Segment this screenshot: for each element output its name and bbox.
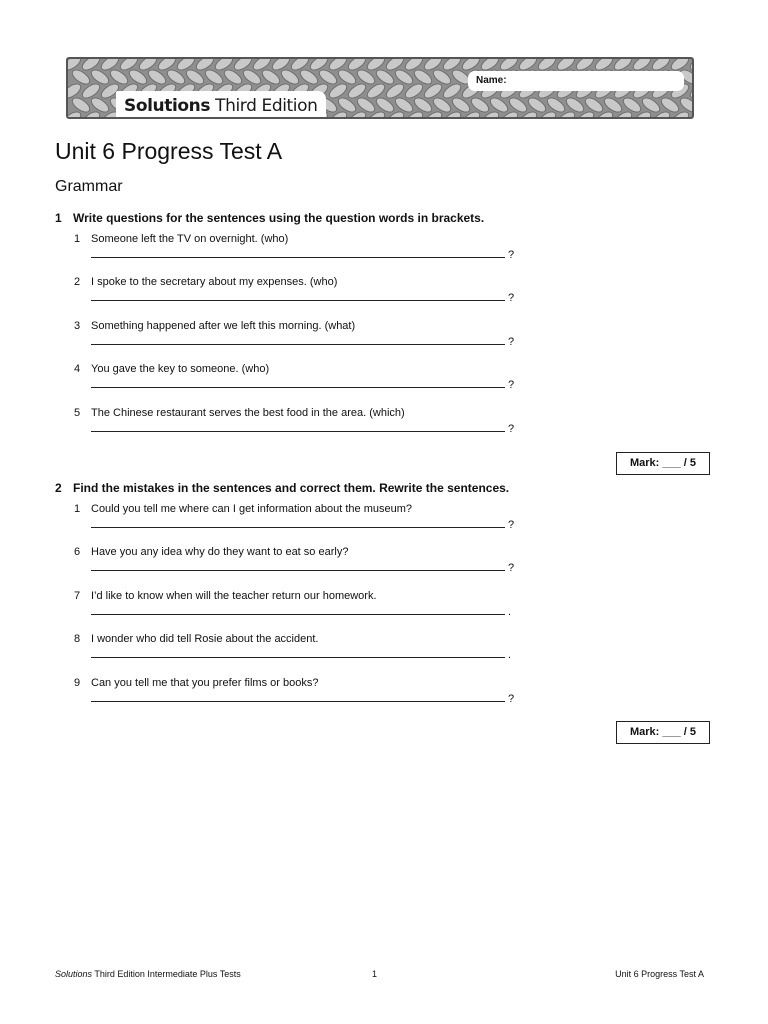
- footer-left: [55, 968, 241, 980]
- footer-book: Third Edition Intermediate Plus Tests: [92, 969, 241, 979]
- answer-line[interactable]: [91, 300, 505, 301]
- footer-brand: Solutions: [55, 969, 93, 979]
- exercise-number: 2: [55, 481, 62, 495]
- name-label: Name:: [476, 75, 507, 86]
- end-punctuation: ?: [508, 292, 515, 304]
- question-item: [0, 589, 768, 633]
- item-prompt: I spoke to the secretary about my expenses. (who): [91, 276, 338, 288]
- item-prompt: Can you tell me that you prefer films or books?: [91, 677, 319, 689]
- item-number: 2: [74, 276, 81, 288]
- page-number: 1: [372, 969, 378, 979]
- item-prompt: You gave the key to someone. (who): [91, 363, 270, 375]
- answer-line[interactable]: [91, 527, 505, 528]
- item-prompt: I’d like to know when will the teacher return our homework.: [91, 590, 377, 602]
- question-item: [0, 632, 768, 676]
- mark-box: Mark: ___ / 5: [616, 721, 710, 744]
- item-number: 4: [74, 363, 81, 375]
- question-item: [0, 275, 768, 319]
- exercise-number: 1: [55, 211, 62, 225]
- brand-logo: [116, 91, 326, 119]
- item-number: 9: [74, 677, 81, 689]
- instruction-text: Find the mistakes in the sentences and correct them. Rewrite the sentences.: [73, 481, 510, 495]
- mark-box: Mark: ___ / 5: [616, 452, 710, 475]
- section-heading: Grammar: [55, 178, 123, 195]
- end-punctuation: .: [508, 606, 512, 618]
- page-title: Unit 6 Progress Test A: [55, 138, 283, 164]
- answer-line[interactable]: [91, 257, 505, 258]
- item-prompt: Could you tell me where can I get information about the museum?: [91, 503, 413, 515]
- end-punctuation: ?: [508, 379, 515, 391]
- exercise-2-instruction: [55, 480, 509, 496]
- footer-right: Unit 6 Progress Test A: [615, 969, 704, 979]
- answer-line[interactable]: [91, 570, 505, 571]
- end-punctuation: ?: [508, 562, 515, 574]
- end-punctuation: ?: [508, 249, 515, 261]
- end-punctuation: ?: [508, 693, 515, 705]
- question-item: [0, 545, 768, 589]
- banner-oval: [688, 81, 694, 101]
- instruction-text: Write questions for the sentences using the question words in brackets.: [73, 211, 485, 225]
- item-number: 1: [74, 503, 81, 515]
- question-item: [0, 676, 768, 720]
- brand-edition: Third Edition: [210, 96, 318, 116]
- item-number: 5: [74, 407, 81, 419]
- item-prompt: I wonder who did tell Rosie about the accident.: [91, 633, 319, 645]
- answer-line[interactable]: [91, 431, 505, 432]
- end-punctuation: ?: [508, 519, 515, 531]
- item-number: 6: [74, 546, 81, 558]
- answer-line[interactable]: [91, 387, 505, 388]
- question-item: [0, 362, 768, 406]
- question-item: [0, 502, 768, 546]
- item-number: 7: [74, 590, 81, 602]
- question-item: [0, 319, 768, 363]
- end-punctuation: ?: [508, 423, 515, 435]
- answer-line[interactable]: [91, 344, 505, 345]
- answer-line[interactable]: [91, 657, 505, 658]
- item-number: 1: [74, 233, 81, 245]
- header-banner: [66, 57, 694, 119]
- exercise-1-instruction: [55, 210, 484, 226]
- item-prompt: Have you any idea why do they want to eat so early?: [91, 546, 349, 558]
- answer-line[interactable]: [91, 614, 505, 615]
- end-punctuation: ?: [508, 336, 515, 348]
- end-punctuation: .: [508, 649, 512, 661]
- item-number: 3: [74, 320, 81, 332]
- item-prompt: The Chinese restaurant serves the best food in the area. (which): [91, 407, 405, 419]
- question-item: [0, 232, 768, 276]
- answer-line[interactable]: [91, 701, 505, 702]
- item-number: 8: [74, 633, 81, 645]
- item-prompt: Something happened after we left this morning. (what): [91, 320, 356, 332]
- name-field[interactable]: [468, 71, 684, 91]
- brand-name: Solutions: [124, 96, 211, 116]
- item-prompt: Someone left the TV on overnight. (who): [91, 233, 289, 245]
- question-item: [0, 406, 768, 450]
